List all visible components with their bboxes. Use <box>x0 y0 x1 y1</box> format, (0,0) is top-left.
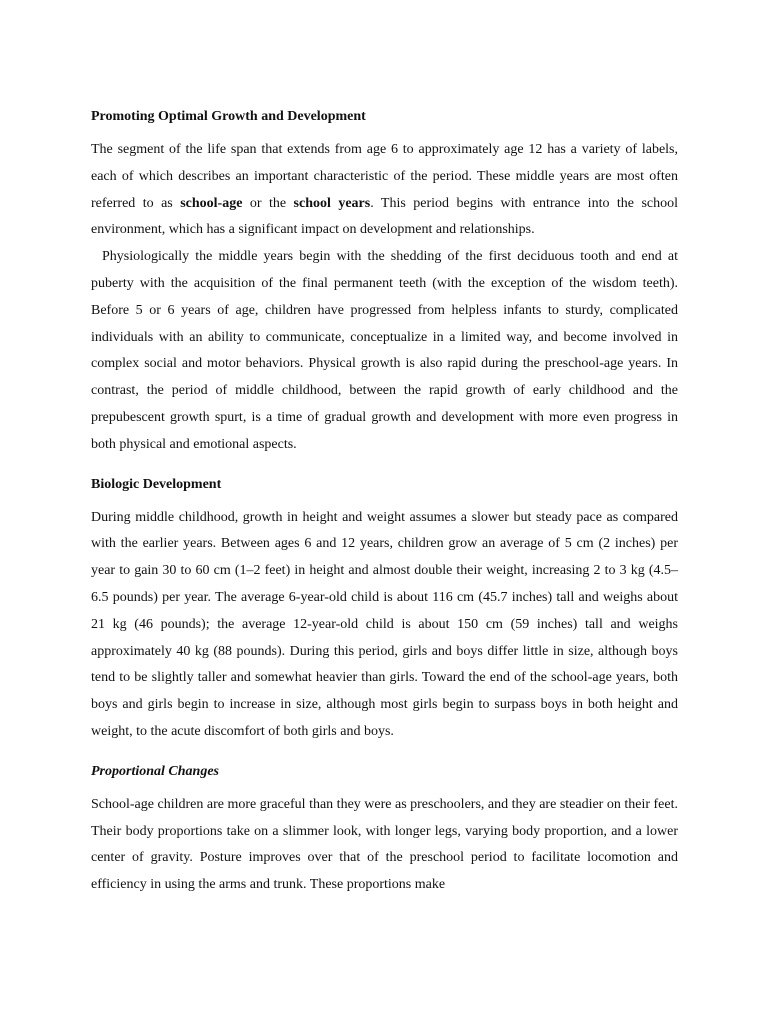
paragraph <box>91 137 678 244</box>
paragraph: School-age children are more graceful than they were as preschoolers, and they are steadier on their feet. Their body proportions take on a slimmer look, with longer legs, varying body proportion, and a lower center of gravity. Posture improves over that of the preschool period to facilitate locomotion and efficiency in using the arms and trunk. These proportions make <box>91 796 678 893</box>
paragraph-text: . This period begins with entrance into the school environment, which has a significant impact on development and relationships. <box>91 195 679 238</box>
subsection-heading: Proportional Changes <box>91 763 219 779</box>
paragraph-text: The segment of the life span that extends from age 6 to approximately age 12 has a variety of labels, each of which describes an important characteristic of the period. These middle years are most often referred to as <box>91 142 678 211</box>
paragraph: Physiologically the middle years begin with the shedding of the first deciduous tooth and end at puberty with the acquisition of the final permanent teeth (with the exception of the wisdom teeth). Before 5 or 6 years of age, children have progressed from helpless infants to sturdy, complicated individuals with an ability to communicate, conceptualize in a limited way, and become involved in complex social and motor behaviors. Physical growth is also rapid during the preschool-age years. In contrast, the period of middle childhood, between the rapid growth of early childhood and the prepubescent growth spurt, is a time of gradual growth and development with more even progress in both physical and emotional aspects. <box>91 249 678 452</box>
paragraph-text: or the <box>242 195 294 211</box>
document-page <box>91 107 678 899</box>
bold-term: school years <box>293 195 371 211</box>
bold-term: school-age <box>180 195 243 211</box>
section-heading: Promoting Optimal Growth and Development <box>91 109 366 124</box>
paragraph: During middle childhood, growth in height and weight assumes a slower but steady pace as compared with the earlier years. Between ages 6 and 12 years, children grow an average of 5 cm (2 inches) per year to gain 30 to 60 cm (1–2 feet) in height and almost double their weight, increasing 2 to 3 kg (4.5–6.5 pounds) per year. The average 6-year-old child is about 116 cm (45.7 inches) tall and weighs about 21 kg (46 pounds); the average 12-year-old child is about 150 cm (59 inches) tall and weighs approximately 40 kg (88 pounds). During this period, girls and boys differ little in size, although boys tend to be slightly taller and somewhat heavier than girls. Toward the end of the school-age years, both boys and girls begin to increase in size, although most girls begin to surpass boys in both height and weight, to the acute discomfort of both girls and boys. <box>91 509 678 739</box>
section-heading: Biologic Development <box>91 476 222 492</box>
